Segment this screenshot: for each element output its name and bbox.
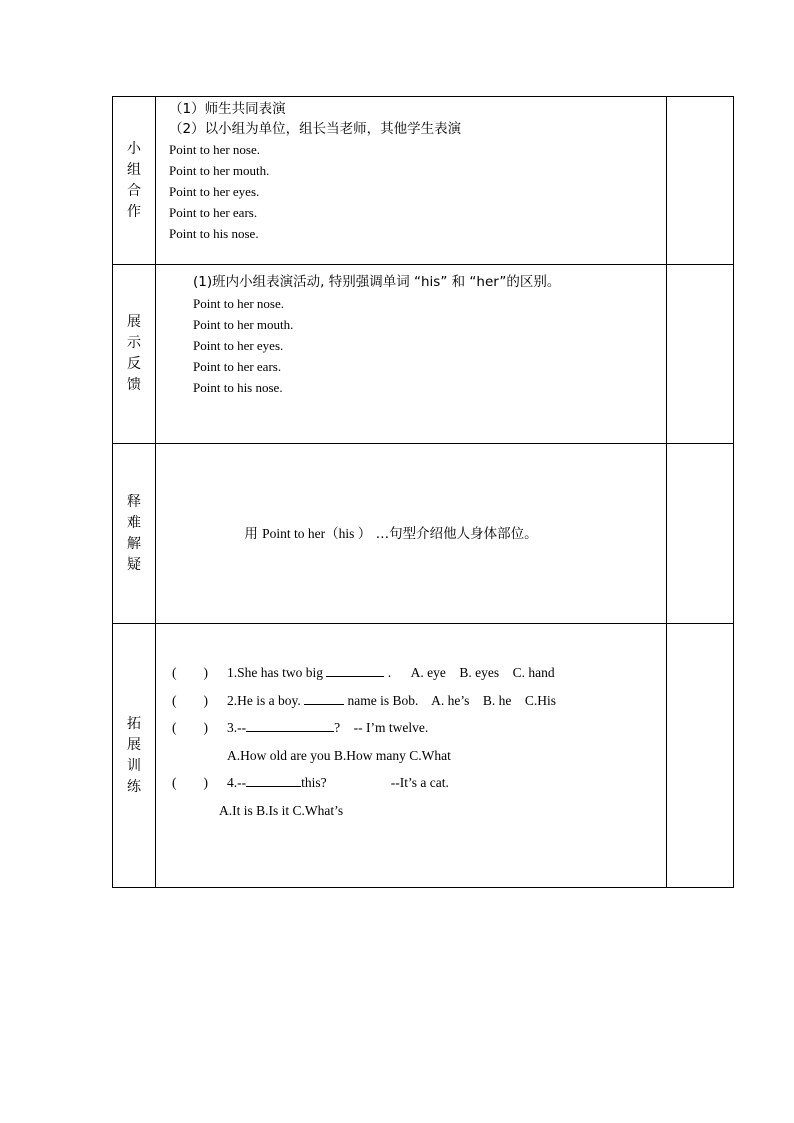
row-show-feedback (113, 265, 734, 444)
label-char: 训 (127, 757, 141, 774)
sentence-line: Point to her mouth. (193, 317, 294, 332)
step-line: （2）以小组为单位，组长当老师，其他学生表演 (169, 121, 462, 137)
instruction-prefix: 用 (244, 525, 263, 542)
question-text: 2.He is a boy. (227, 692, 305, 708)
label-char: 练 (127, 778, 141, 795)
question-text: 1.She has two big (227, 665, 327, 680)
sentence-line: Point to her nose. (169, 142, 260, 157)
row-explain-difficulties (113, 444, 734, 624)
label-char: 示 (127, 335, 141, 351)
label-cell-extended-practice (113, 624, 156, 888)
step-line: (1)班内小组表演活动, 特别强调单词 “his” 和 “her”的区别。 (193, 274, 561, 290)
sentence-line: Point to her eyes. (169, 184, 260, 199)
label-char: 组 (127, 161, 141, 178)
exercise-3-options: A.How old are you B.How many C.What (227, 747, 451, 763)
answer-paren: ( ) (172, 720, 208, 735)
answer-blank (304, 690, 344, 705)
instruction-pattern: Point to her（his ） (262, 525, 372, 541)
instruction-suffix: …句型介绍他人身体部位。 (371, 525, 538, 542)
question-options: name is Bob. A. he’s B. he C.His (344, 692, 556, 708)
question-reply: this? --It’s a cat. (301, 775, 449, 790)
question-reply: ? -- I’m twelve. (334, 720, 429, 735)
exercise-4 (172, 769, 666, 797)
row-group-cooperation (113, 97, 734, 265)
label-cell-show-feedback (113, 265, 156, 444)
exercise-1 (172, 659, 666, 687)
label-char: 展 (127, 736, 141, 753)
label-cell-group-cooperation (113, 97, 156, 265)
label-char: 难 (127, 514, 141, 531)
notes-cell (667, 624, 734, 888)
label-char: 反 (127, 356, 141, 372)
content-cell-group-cooperation (156, 97, 667, 265)
sentence-line: Point to her mouth. (169, 163, 270, 178)
answer-blank (246, 772, 301, 787)
label-char: 疑 (127, 556, 141, 573)
exercise-4-options: A.It is B.Is it C.What’s (219, 802, 344, 818)
label-char: 小 (127, 140, 141, 157)
sentence-line: Point to her nose. (193, 296, 284, 311)
question-options: . A. eye B. eyes C. hand (384, 665, 555, 680)
question-text: 3.-- (227, 720, 247, 735)
row-extended-practice (113, 624, 734, 888)
answer-paren: ( ) (172, 692, 208, 708)
notes-cell (667, 265, 734, 444)
answer-blank (246, 717, 334, 732)
label-char: 作 (127, 203, 141, 220)
label-char: 解 (127, 535, 141, 552)
step-line: （1）师生共同表演 (169, 101, 286, 117)
question-text: 4.-- (227, 775, 247, 790)
label-char: 拓 (127, 715, 141, 732)
content-cell-explain-difficulties (156, 444, 667, 624)
label-char: 馈 (127, 377, 141, 393)
instruction-text (244, 523, 537, 545)
answer-paren: ( ) (172, 665, 208, 680)
answer-blank (326, 662, 384, 677)
content-cell-show-feedback (156, 265, 667, 444)
answer-paren: ( ) (172, 775, 208, 790)
label-char: 合 (127, 182, 141, 199)
sentence-line: Point to her ears. (169, 205, 258, 220)
label-char: 释 (127, 493, 141, 510)
sentence-line: Point to her ears. (193, 359, 282, 374)
notes-cell (667, 97, 734, 265)
exercise-3 (172, 714, 666, 742)
exercise-2 (172, 687, 666, 715)
sentence-line: Point to her eyes. (193, 338, 284, 353)
notes-cell (667, 444, 734, 624)
lesson-table (112, 96, 734, 888)
label-char: 展 (127, 314, 141, 330)
content-cell-extended-practice (156, 624, 667, 888)
label-cell-explain-difficulties (113, 444, 156, 624)
sentence-line: Point to his nose. (193, 380, 283, 395)
sentence-line: Point to his nose. (169, 226, 259, 241)
